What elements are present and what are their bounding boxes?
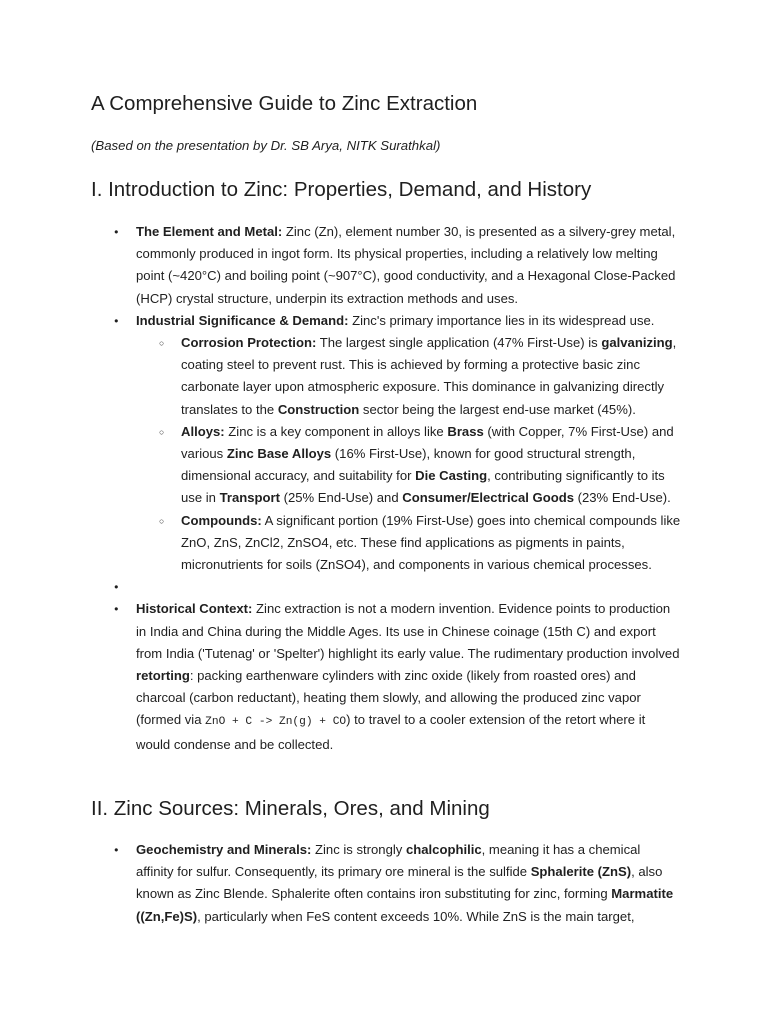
item-label: Geochemistry and Minerals: (136, 842, 312, 857)
item-text: A significant portion (19% First-Use) goes into chemical compounds like ZnO, ZnS, ZnCl2, ZnSO4, etc. These find applications as pigments in paints, micronutrients for soils (ZnSO4), and components in various chemical processes. (181, 512, 681, 573)
section-1-list (136, 221, 681, 756)
list-item-demand (136, 310, 681, 576)
document-subtitle: (Based on the presentation by Dr. SB Arya, NITK Surathkal) (91, 138, 441, 153)
item-label: The Element and Metal: (136, 224, 283, 239)
item-text: Zinc's primary importance lies in its widespread use. (348, 312, 655, 328)
item-label: Compounds: (181, 512, 262, 528)
document-title: A Comprehensive Guide to Zinc Extraction (91, 92, 478, 115)
item-label: Historical Context: (136, 601, 253, 617)
sublist-item-compounds (181, 510, 681, 577)
section-1-heading: I. Introduction to Zinc: Properties, Demand, and History (91, 178, 592, 201)
section-2-heading: II. Zinc Sources: Minerals, Ores, and Mining (91, 797, 490, 820)
item-label: Alloys: (181, 423, 225, 439)
item-text: Zinc (Zn), element number 30, is presented as a silvery-grey metal, commonly produced in ingot form. Its physical properties, including a relatively low melting point (~420°C) and boiling point (~907°C), good conductivity, and a Hexagonal Close-Packed (HCP) crystal structure, underpin its extraction methods and uses. (136, 224, 676, 306)
sublist-item-corrosion: ○ Corrosion Protection: The largest single application (47% First-Use) is galvanizing, coating steel to prevent rust. This is achieved by forming a protective basic zinc carbonate layer upon atmospheric exposure. This dominance in galvanizing directly translates to the Construction sector being the largest end-use market (45%). (181, 332, 681, 421)
list-item-history: ● Historical Context: Zinc extraction is not a modern invention. Evidence points to production in India and China during the Middle Ages. Its use in Chinese coinage (15th C) and export from India ('Tutenag' or 'Spelter') highlight its early value. The rudimentary production involved retorting: packing earthenware cylinders with zinc oxide (likely from roasted ores) and charcoal (carbon reductant), heating them slowly, and allowing the produced zinc vapor (formed via ZnO + C -> Zn(g) + CO) to travel to a cooler extension of the retort where it would condense and be collected. (136, 598, 681, 755)
sublist-item-alloys: ○ Alloys: Zinc is a key component in alloys like Brass (with Copper, 7% First-Use) and various Zinc Base Alloys (16% First-Use), known for good structural strength, dimensional accuracy, and suitability for Die Casting, contributing significantly to its use in Transport (25% End-Use) and Consumer/Electrical Goods (23% End-Use). (181, 421, 681, 510)
reaction-code: ZnO + C -> Zn(g) + CO (205, 716, 347, 729)
list-item-geochemistry: ● Geochemistry and Minerals: Zinc is strongly chalcophilic, meaning it has a chemical affinity for sulfur. Consequently, its primary ore mineral is the sulfide Sphalerite (ZnS), also known as Zinc Blende. Sphalerite often contains iron substituting for zinc, forming Marmatite ((Zn,Fe)S), particularly when FeS content exceeds 10%. While ZnS is the main target, (136, 839, 681, 928)
demand-sublist (136, 332, 681, 576)
list-item-element (136, 221, 681, 310)
list-item-empty (136, 576, 681, 598)
item-label: Industrial Significance & Demand: (136, 312, 349, 328)
item-label: Corrosion Protection: (181, 335, 317, 351)
section-2-list (136, 839, 681, 928)
